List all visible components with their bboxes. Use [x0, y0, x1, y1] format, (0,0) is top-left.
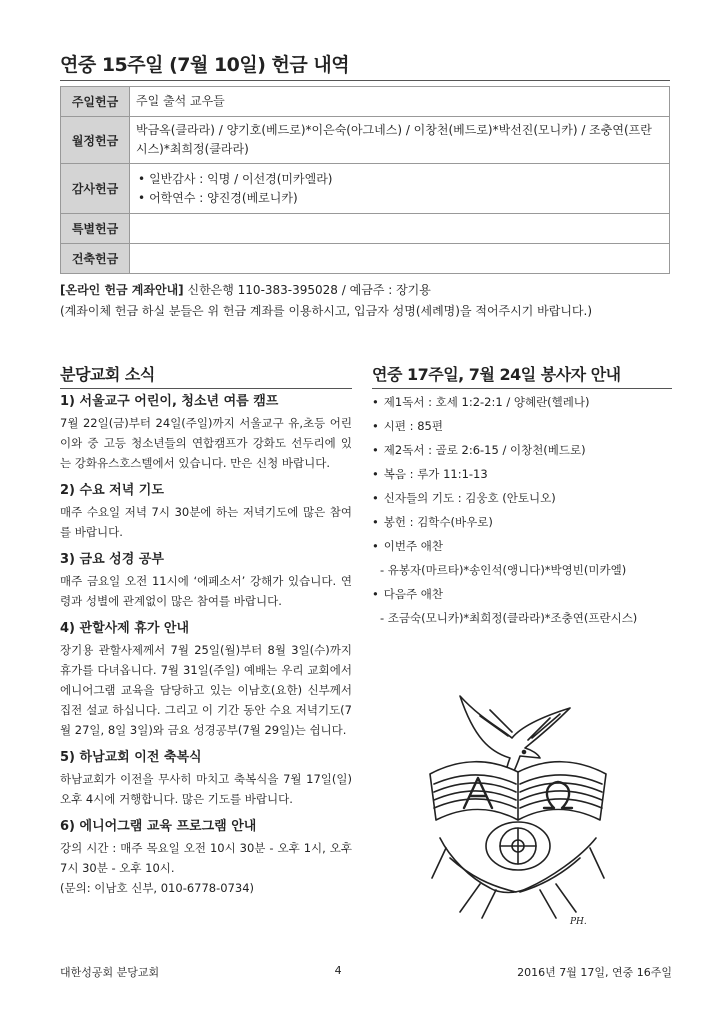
news-contact: (문의: 이남호 신부, 010-6778-0734)	[60, 881, 255, 895]
news-title: 분당교회 소식	[60, 362, 352, 389]
duty-item: • 제1독서 : 호세 1:2-2:1 / 양혜란(헬레나)	[372, 390, 672, 414]
duty-item: • 복음 : 루가 11:1-13	[372, 462, 672, 486]
duty-item: • 제2독서 : 골로 2:6-15 / 이창천(베드로)	[372, 438, 672, 462]
news-item	[60, 548, 352, 611]
row-label: 감사헌금	[61, 164, 130, 214]
duty-item: • 시편 : 85편	[372, 414, 672, 438]
row-label: 주일헌금	[61, 87, 130, 117]
table-row	[61, 87, 670, 117]
thanks-item: • 어학연수 : 양진경(베로니카)	[148, 189, 663, 208]
news-body: 장기용 관할사제께서 7월 25일(월)부터 8월 3일(수)까지 휴가를 다녀옵니다. 7월 31일(주일) 예배는 우리 교회에서 에니어그램 교육을 담당하고 있는 이남호(요한) 신부께서 집전 설교 하십니다. 그리고 이 기간 동안 수요 저녁기도(7월 27일, 8일 3일)와 금요 성경공부(7월 29일)는 쉽니다.	[60, 643, 352, 737]
duty-item: • 이번주 애찬	[372, 534, 672, 558]
table-row	[61, 214, 670, 244]
news-item	[60, 815, 352, 898]
page-footer	[60, 964, 672, 980]
row-label: 건축헌금	[61, 244, 130, 274]
news-body: 7월 22일(금)부터 24일(주일)까지 서울교구 유,초등 어린이와 중 고등 청소년들의 연합캠프가 강화도 선두리에 있는 강화유스호스텔에서 있습니다. 만은 신청 바랍니다.	[60, 416, 352, 470]
duty-list	[372, 390, 672, 630]
row-value	[130, 214, 670, 244]
duty-item: • 봉헌 : 김학수(바우로)	[372, 510, 672, 534]
duty-subitem: - 조금숙(모니카)*최희정(클라라)*조충연(프란시스)	[380, 611, 638, 625]
account-label: [온라인 헌금 계좌안내]	[60, 283, 184, 297]
account-holder: / 예금주 : 장기용	[341, 283, 431, 297]
duty-section	[372, 390, 672, 630]
news-item	[60, 479, 352, 542]
news-section	[60, 390, 352, 904]
news-body: 매주 수요일 저녁 7시 30분에 하는 저녁기도에 많은 참여를 바랍니다.	[60, 505, 352, 539]
news-body: 강의 시간 : 매주 목요일 오전 10시 30분 - 오후 1시, 오후 7시 30분 - 오후 10시.	[60, 841, 352, 875]
table-row	[61, 164, 670, 214]
row-value: 박금옥(클라라) / 양기호(베드로)*이은숙(아그네스) / 이창천(베드로)*박선진(모니카) / 조충연(프란시스)*최희정(클라라)	[130, 117, 670, 164]
thanks-item: • 일반감사 : 익명 / 이선경(미카엘라)	[148, 170, 663, 189]
row-value	[130, 244, 670, 274]
row-label: 특별헌금	[61, 214, 130, 244]
page-number: 4	[334, 964, 342, 977]
news-heading: 3) 금요 성경 공부	[60, 552, 164, 567]
row-label: 월정헌금	[61, 117, 130, 164]
row-value: 주일 출석 교우들	[130, 87, 670, 117]
footer-left: 대한성공회 분당교회	[60, 966, 160, 979]
news-item	[60, 390, 352, 473]
account-info	[60, 280, 680, 322]
news-body: 하남교회가 이전을 무사히 마치고 축복식을 7월 17일(일) 오후 4시에 거행합니다. 많은 기도를 바랍니다.	[60, 772, 352, 806]
offering-title: 연중 15주일 (7월 10일) 헌금 내역	[60, 50, 670, 81]
table-row	[61, 117, 670, 164]
account-bank: 신한은행 110-383-395028	[187, 283, 338, 297]
illustration-signature: PH.	[570, 917, 587, 927]
duty-subitem: - 유봉자(마르타)*송인석(앵니다)*박영빈(미카엘)	[380, 563, 627, 577]
row-value	[130, 164, 670, 214]
duty-item: • 다음주 애찬	[372, 582, 672, 606]
news-heading: 1) 서울교구 어린이, 청소년 여름 캠프	[60, 394, 279, 409]
news-heading: 4) 관할사제 휴가 안내	[60, 621, 190, 636]
table-row	[61, 244, 670, 274]
news-heading: 2) 수요 저녁 기도	[60, 483, 164, 498]
news-heading: 6) 에니어그램 교육 프로그램 안내	[60, 819, 257, 834]
bible-dove-illustration	[420, 688, 616, 932]
duty-title: 연중 17주일, 7월 24일 봉사자 안내	[372, 362, 672, 389]
news-body: 매주 금요일 오전 11시에 ‘에페소서’ 강해가 있습니다. 연령과 성별에 관계없이 많은 참여를 바랍니다.	[60, 574, 352, 608]
news-heading: 5) 하남교회 이전 축복식	[60, 750, 202, 765]
account-note: (계좌이체 헌금 하실 분들은 위 헌금 계좌를 이용하시고, 입금자 성명(세례명)을 적어주시기 바랍니다.)	[60, 304, 592, 318]
news-item	[60, 746, 352, 809]
footer-right: 2016년 7월 17일, 연중 16주일	[517, 966, 672, 979]
offering-table	[60, 86, 670, 274]
duty-item: • 신자들의 기도 : 김웅호 (안토니오)	[372, 486, 672, 510]
news-item	[60, 617, 352, 740]
